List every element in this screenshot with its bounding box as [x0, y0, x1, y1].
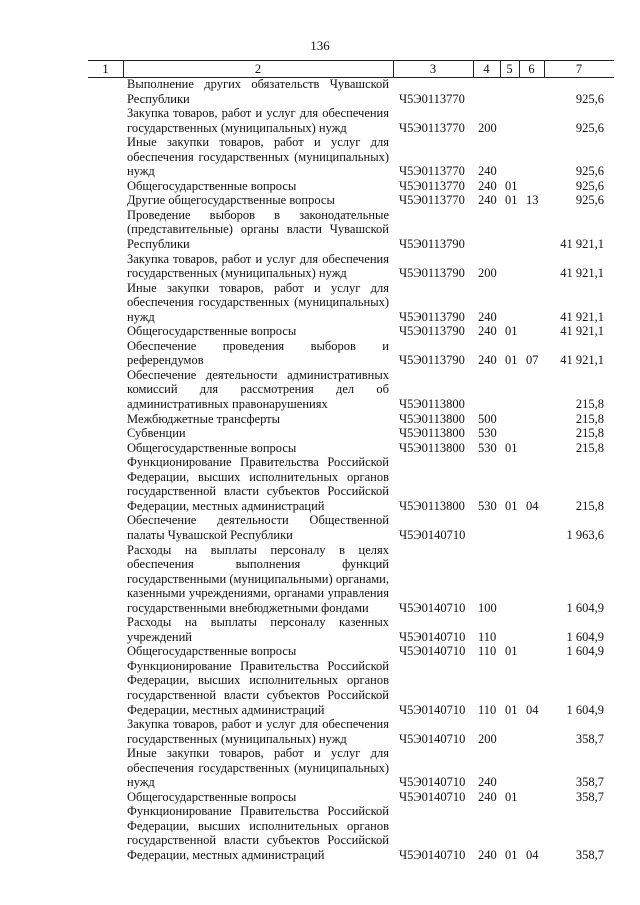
page-number: 136	[310, 38, 330, 53]
row-description: Общегосударственные вопросы	[127, 178, 297, 193]
header-col-5: 5	[506, 62, 513, 76]
row-target-code: Ч5Э0140710	[399, 775, 466, 790]
table-row	[0, 717, 640, 746]
row-amount: 1 604,9	[566, 629, 604, 644]
row-description: Расходы на выплаты персоналу казенных учреждений	[127, 615, 389, 644]
row-target-code: Ч5Э0113790	[399, 324, 465, 339]
row-amount: 41 921,1	[560, 237, 604, 252]
row-amount: 215,8	[575, 440, 604, 455]
row-subsection: 04	[526, 847, 539, 862]
table-row	[0, 412, 640, 427]
row-amount: 925,6	[575, 91, 604, 106]
row-description: Общегосударственные вопросы	[127, 644, 297, 659]
row-description: Функционирование Правительства Российской Федерации, высших исполнительных органов государственной власти субъектов Российской Федерации, местных администраций	[127, 658, 389, 717]
row-description: Обеспечение проведения выборов и референдумов	[127, 338, 389, 368]
row-expense-type: 500	[478, 411, 497, 426]
row-target-code: Ч5Э0113800	[399, 440, 465, 455]
row-section: 01	[505, 847, 518, 862]
row-description: Закупка товаров, работ и услуг для обеспечения государственных (муниципальных) нужд	[127, 106, 389, 135]
row-amount: 1 604,9	[566, 644, 604, 659]
row-section: 01	[505, 193, 518, 208]
table-row	[0, 281, 640, 325]
row-expense-type: 100	[478, 600, 497, 615]
row-expense-type: 240	[478, 789, 497, 804]
row-expense-type: 200	[478, 731, 497, 746]
row-amount: 41 921,1	[560, 353, 604, 368]
row-section: 01	[505, 324, 518, 339]
row-amount: 925,6	[575, 178, 604, 193]
header-col-6: 6	[528, 62, 535, 76]
table-row	[0, 135, 640, 179]
row-subsection: 04	[526, 702, 539, 717]
table-row	[0, 790, 640, 805]
row-description: Обеспечение деятельности административных комиссий для рассмотрения дел об административных правонарушениях	[127, 367, 389, 412]
row-target-code: Ч5Э0113770	[399, 120, 465, 135]
row-description: Другие общегосударственные вопросы	[127, 193, 335, 208]
row-target-code: Ч5Э0113800	[399, 411, 465, 426]
table-row	[0, 513, 640, 542]
row-subsection: 07	[526, 353, 539, 368]
row-section: 01	[505, 353, 518, 368]
row-amount: 215,8	[575, 498, 604, 513]
row-expense-type: 240	[478, 164, 497, 179]
header-col-4: 4	[483, 62, 490, 76]
row-target-code: Ч5Э0140710	[399, 644, 466, 659]
row-description: Иные закупки товаров, работ и услуг для обеспечения государственных (муниципальных) нужд	[127, 746, 389, 790]
row-expense-type: 240	[478, 847, 497, 862]
row-target-code: Ч5Э0113790	[399, 266, 465, 281]
table-row	[0, 746, 640, 790]
row-amount: 41 921,1	[560, 266, 604, 281]
header-col-7: 7	[575, 62, 583, 76]
row-expense-type: 240	[478, 775, 497, 790]
row-target-code: Ч5Э0140710	[399, 600, 466, 615]
row-subsection: 04	[526, 498, 539, 513]
row-expense-type: 240	[478, 309, 497, 324]
row-target-code: Ч5Э0113770	[399, 178, 465, 193]
table-row	[0, 644, 640, 659]
row-expense-type: 200	[478, 120, 497, 135]
row-section: 01	[505, 498, 518, 513]
table-row	[0, 441, 640, 456]
row-amount: 358,7	[575, 731, 604, 746]
row-amount: 41 921,1	[560, 309, 604, 324]
row-amount: 925,6	[575, 120, 604, 135]
row-description: Закупка товаров, работ и услуг для обеспечения государственных (муниципальных) нужд	[127, 251, 389, 281]
row-expense-type: 530	[478, 440, 497, 455]
row-target-code: Ч5Э0113770	[399, 193, 465, 208]
row-section: 01	[505, 440, 518, 455]
row-target-code: Ч5Э0113800	[399, 426, 465, 441]
row-amount: 925,6	[575, 164, 604, 179]
table-row	[0, 193, 640, 208]
row-amount: 1 963,6	[566, 527, 604, 542]
table-row	[0, 339, 640, 368]
table-row	[0, 179, 640, 194]
row-description: Обеспечение деятельности Общественной палаты Чувашской Республики	[127, 513, 389, 542]
row-target-code: Ч5Э0113770	[399, 164, 465, 179]
row-amount: 215,8	[575, 397, 604, 412]
row-target-code: Ч5Э0140710	[399, 847, 466, 862]
row-target-code: Ч5Э0140710	[399, 731, 466, 746]
row-amount: 1 604,9	[566, 600, 604, 615]
row-target-code: Ч5Э0113770	[399, 91, 465, 106]
row-description: Общегосударственные вопросы	[127, 789, 297, 804]
table-row	[0, 106, 640, 135]
row-expense-type: 530	[478, 498, 497, 513]
row-section: 01	[505, 644, 518, 659]
header-col-2: 2	[254, 62, 262, 76]
row-amount: 358,7	[575, 847, 604, 862]
row-expense-type: 200	[478, 266, 497, 281]
row-amount: 925,6	[575, 193, 604, 208]
row-target-code: Ч5Э0113790	[399, 353, 465, 368]
row-expense-type: 240	[478, 353, 497, 368]
row-target-code: Ч5Э0140710	[399, 527, 466, 542]
row-description: Субвенции	[127, 426, 186, 441]
row-expense-type: 110	[478, 644, 497, 659]
row-expense-type: 240	[478, 324, 497, 339]
table-row	[0, 77, 640, 106]
table-row	[0, 252, 640, 281]
row-description: Иные закупки товаров, работ и услуг для обеспечения государственных (муниципальных) нужд	[127, 135, 389, 179]
row-amount: 215,8	[575, 426, 604, 441]
row-subsection: 13	[526, 193, 539, 208]
table-row	[0, 455, 640, 513]
row-expense-type: 240	[478, 193, 497, 208]
row-description: Межбюджетные трансферты	[127, 411, 281, 426]
row-description: Проведение выборов в законодательные (представительные) органы власти Чувашской Республики	[127, 207, 389, 252]
row-amount: 41 921,1	[560, 324, 604, 339]
row-description: Функционирование Правительства Российской Федерации, высших исполнительных органов государственной власти субъектов Российской Федерации, местных администраций	[127, 804, 389, 862]
table-row	[0, 324, 640, 339]
row-target-code: Ч5Э0140710	[399, 702, 466, 717]
table-body	[0, 77, 640, 863]
row-target-code: Ч5Э0140710	[399, 789, 466, 804]
row-amount: 1 604,9	[566, 702, 604, 717]
row-amount: 358,7	[575, 789, 604, 804]
row-amount: 215,8	[575, 411, 604, 426]
row-expense-type: 530	[478, 426, 497, 441]
row-target-code: Ч5Э0113800	[399, 397, 465, 412]
table-row	[0, 368, 640, 412]
row-target-code: Ч5Э0113800	[399, 498, 465, 513]
table-row	[0, 426, 640, 441]
table-row	[0, 804, 640, 862]
table-row	[0, 659, 640, 717]
row-description: Общегосударственные вопросы	[127, 324, 297, 339]
table-row	[0, 208, 640, 252]
table-header	[88, 60, 614, 78]
row-section: 01	[505, 702, 518, 717]
row-description: Иные закупки товаров, работ и услуг для обеспечения государственных (муниципальных) нужд	[127, 280, 389, 324]
header-col-1: 1	[102, 62, 109, 76]
row-description: Закупка товаров, работ и услуг для обеспечения государственных (муниципальных) нужд	[127, 717, 389, 746]
row-description: Функционирование Правительства Российской Федерации, высших исполнительных органов государственной власти субъектов Российской Федерации, местных администраций	[127, 455, 389, 513]
row-section: 01	[505, 789, 518, 804]
row-section: 01	[505, 178, 518, 193]
row-amount: 358,7	[575, 775, 604, 790]
table-row	[0, 543, 640, 616]
row-description: Общегосударственные вопросы	[127, 440, 297, 455]
row-description: Выполнение других обязательств Чувашской Республики	[127, 77, 389, 106]
row-expense-type: 110	[478, 629, 497, 644]
row-target-code: Ч5Э0113790	[399, 237, 465, 252]
header-col-3: 3	[429, 62, 437, 76]
row-description: Расходы на выплаты персоналу в целях обеспечения выполнения функций государственными (муниципальными) органами, казенными учреждениями, органами управления государственными внебюджетными фондами	[127, 542, 389, 615]
table-row	[0, 615, 640, 644]
row-expense-type: 110	[478, 702, 497, 717]
row-target-code: Ч5Э0113790	[399, 309, 465, 324]
row-target-code: Ч5Э0140710	[399, 629, 466, 644]
row-expense-type: 240	[478, 178, 497, 193]
